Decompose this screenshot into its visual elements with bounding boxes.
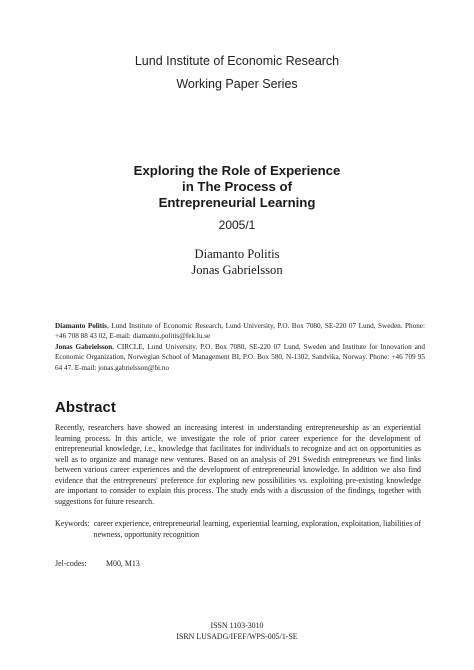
paper-number: 2005/1 <box>218 218 256 232</box>
paper-title <box>0 163 474 211</box>
affiliation-2-text: , CIRCLE, Lund University, P.O. Box 7080, SE-220 07 Lund, Sweden and Institute for Innovation and Economic Organization, Norwegian School of Management BI, P.O. Box 580, N-1302, Sandvika, Norway. Phone: +46 709 95 64 47. E-mail: jonas.gabrielsson@bi.no <box>55 343 425 372</box>
keywords-label: Keywords: <box>55 519 90 528</box>
title-line-3: Entrepreneurial Learning <box>158 195 316 210</box>
jel-codes <box>55 559 425 570</box>
title-line-1: Exploring the Role of Experience <box>133 163 341 178</box>
isrn-number: ISRN LUSADG/IFEF/WPS-005/1-SE <box>176 632 298 641</box>
series-name: Working Paper Series <box>176 77 298 91</box>
jel-text: M00, M13 <box>106 559 140 568</box>
abstract-heading: Abstract <box>55 399 116 416</box>
issn-number: ISSN 1103-3010 <box>210 621 264 630</box>
keywords-text: career experience, entrepreneurial learning, experiential learning, exploration, exploitation, liabilities of newness, opportunity recognition <box>93 519 421 539</box>
jel-label: Jel-codes: <box>55 559 87 568</box>
title-line-2: in The Process of <box>182 179 292 194</box>
affiliation-2 <box>55 342 425 373</box>
institute-name: Lund Institute of Economic Research <box>134 54 340 68</box>
author-2: Jonas Gabrielsson <box>191 263 283 277</box>
affiliation-1 <box>55 321 425 342</box>
affiliation-2-name: Jonas Gabrielsson <box>55 343 113 351</box>
keywords <box>55 519 425 540</box>
author-list <box>0 246 474 278</box>
affiliation-1-text: , Lund Institute of Economic Research, Lund University, P.O. Box 7080, SE-220 07 Lund, Sweden. Phone: +46 708 88 43 02, E-mail: diamanto.politis@fek.lu.se <box>55 322 425 341</box>
abstract-text: Recently, researchers have showed an increasing interest in understanding entrepreneurship as an experiential learning process. In this article, we investigate the role of prior career experience for the development of entrepreneurial knowledge, i.e., knowledge that facilitates for individuals to recognize and act on opportunities as well as to organize and manage new ventures. Based on an analysis of 291 Swedish entrepreneurs we find links between various career experiences and the development of entrepreneurial knowledge. In addition we also find evidence that the entrepreneurs' preference for exploring new possibilities vs. exploiting pre-existing knowledge are important to consider to explain this process. The study ends with a discussion of the findings, together with suggestions for future research. <box>55 423 421 506</box>
author-1: Diamanto Politis <box>194 247 280 261</box>
affiliation-1-name: Diamanto Politis <box>55 322 107 330</box>
